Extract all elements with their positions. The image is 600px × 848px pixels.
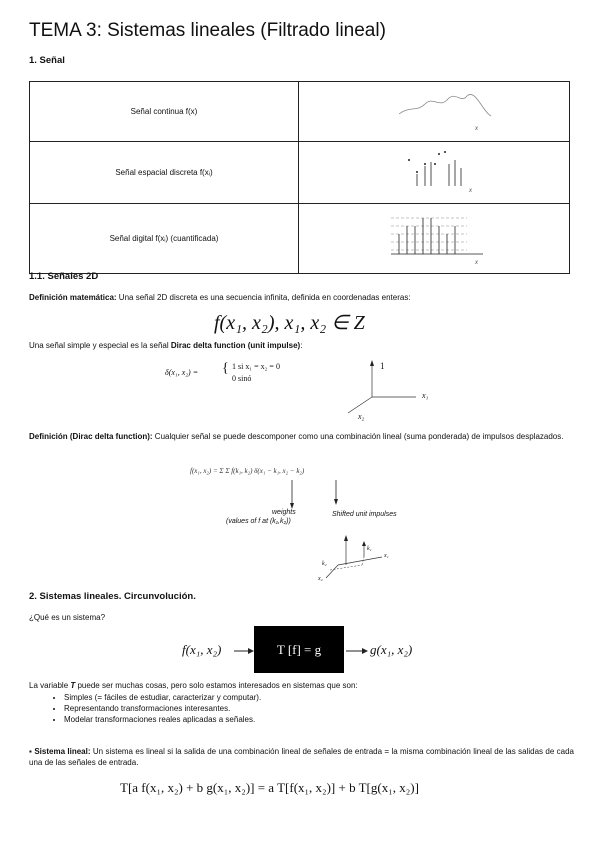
system-properties-list	[29, 692, 261, 725]
section-heading-senales-2d: 1.1. Señales 2D	[29, 271, 99, 282]
variable-text-post: puede ser muchas cosas, pero solo estamos interesados en sistemas que son:	[75, 681, 358, 690]
table-cell-plot	[299, 82, 570, 142]
section-heading-senal: 1. Señal	[29, 55, 65, 66]
dirac-lhs: δ(x₁, x₂) =	[165, 368, 199, 377]
linear-system-definition	[29, 746, 574, 768]
question-sistema: ¿Qué es un sistema?	[29, 613, 106, 622]
definition-label: Definición (Dirac delta function):	[29, 432, 153, 441]
definition-dirac	[29, 431, 574, 442]
svg-text:x: x	[469, 188, 472, 194]
list-item: • Simples (= fáciles de estudiar, caracterizar y computar).	[64, 692, 261, 703]
table-row	[30, 142, 570, 204]
system-output: g(x₁, x₂)	[370, 642, 413, 657]
dirac-intro-term: Dirac delta function (unit impulse)	[170, 341, 301, 350]
dirac-3d-axes	[340, 355, 430, 420]
variable-text	[29, 680, 358, 691]
x2-small-label: x₂	[318, 576, 323, 582]
quantized-signal-plot	[299, 204, 569, 271]
linear-system-text: Un sistema es lineal si la salida de una combinación lineal de señales de entrada = la misma combinación lineal de las salidas de cada una de las señales de entrada.	[29, 747, 574, 767]
dirac-case-1: 1 si x₁ = x₂ = 0	[232, 362, 280, 371]
signal-types-table	[29, 81, 570, 274]
linearity-equation: T[a f(x₁, x₂) + b g(x₁, x₂)] = a T[f(x₁, x₂)] + b T[g(x₁, x₂)]	[120, 780, 419, 795]
table-cell-label: Señal espacial discreta f(xᵢ)	[30, 142, 299, 204]
definition-text: Una señal 2D discreta es una secuencia infinita, definida en coordenadas enteras:	[116, 293, 411, 302]
table-cell-plot	[299, 204, 570, 274]
equation-2d-signal: f(x₁, x₂), x₁, x₂ ∈ Z	[214, 312, 365, 334]
table-row	[30, 204, 570, 274]
arrow-out-of-system	[346, 645, 370, 657]
section-heading-sistemas: 2. Sistemas lineales. Circunvolución.	[29, 591, 196, 602]
table-cell-label: Señal continua f(x)	[30, 82, 299, 142]
definition-text: Cualquier señal se puede descomponer como una combinación lineal (suma ponderada) de impulsos desplazados.	[152, 432, 564, 441]
dirac-brace: {	[222, 361, 229, 376]
linear-system-label: ▪ Sistema lineal:	[29, 747, 91, 756]
axis-label-x1: x₁	[422, 391, 429, 400]
weights-sub: (values of f at (k₁,k₂))	[226, 518, 291, 525]
sum-arrows	[280, 478, 360, 512]
arrow-into-system	[234, 645, 256, 657]
system-box: T [f] = g	[254, 626, 344, 673]
dirac-case-2: 0 sinó	[232, 374, 252, 383]
k1-label: k₁	[367, 546, 372, 552]
table-cell-label: Señal digital f(xᵢ) (cuantificada)	[30, 204, 299, 274]
svg-text:x: x	[475, 260, 478, 266]
shifted-label: Shifted unit impulses	[332, 511, 397, 518]
table-cell-plot	[299, 142, 570, 204]
svg-text:x: x	[475, 126, 478, 132]
system-input: f(x₁, x₂)	[182, 642, 222, 657]
x1-small-label: x₁	[384, 553, 389, 559]
definition-label: Definición matemática:	[29, 293, 117, 302]
discrete-signal-plot	[299, 142, 569, 201]
continuous-signal-plot	[299, 82, 569, 139]
list-item: • Modelar transformaciones reales aplicadas a señales.	[64, 714, 261, 725]
dirac-intro-colon: :	[300, 341, 303, 350]
definition-matematica	[29, 292, 574, 303]
weights-label: weights	[272, 509, 296, 516]
sum-equation: f(x₁, x₂) = Σ Σ f(k₁, k₂) δ(x₁ − k₁, x₂ − k₂)	[190, 467, 305, 475]
table-row	[30, 82, 570, 142]
list-item: • Representando transformaciones interesantes.	[64, 703, 261, 714]
axis-label-1: 1	[380, 361, 385, 371]
page-title: TEMA 3: Sistemas lineales (Filtrado lineal)	[29, 20, 386, 41]
dirac-intro-text: Una señal simple y especial es la señal	[29, 341, 171, 350]
variable-T: T	[70, 681, 76, 690]
axis-label-x2: x₂	[358, 412, 365, 421]
dirac-intro	[29, 340, 302, 351]
k2-label: k₂	[322, 561, 327, 567]
variable-text-pre: La variable	[29, 681, 71, 690]
